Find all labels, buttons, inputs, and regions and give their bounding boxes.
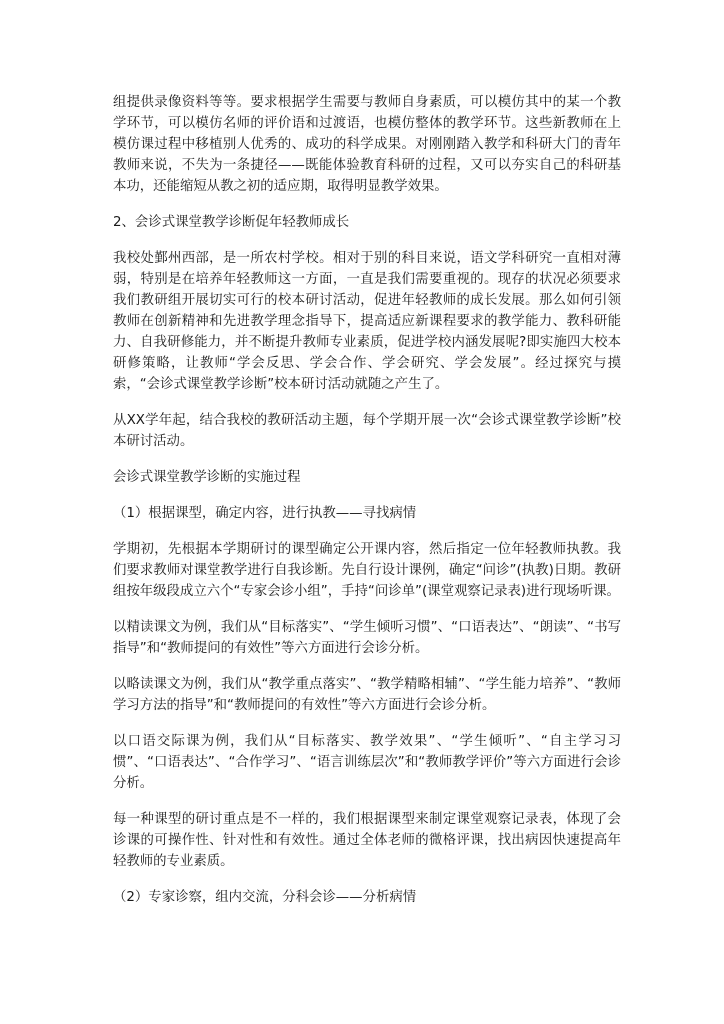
- paragraph-intro-continued: 组提供录像资料等等。要求根据学生需要与教师自身素质，可以模仿其中的某一个教学环节，可以模仿名师的评价语和过渡语，也模仿整体的教学环节。这些新教师在上模仿课过程中移植别人优秀的、成功的科学成果。对刚刚踏入教学和科研大门的青年教师来说，不失为一条捷径——既能体验教育科研的过程，又可以夯实自己的科研基本功，还能缩短从教之初的适应期，取得明显教学效果。: [113, 95, 621, 194]
- paragraph-school-background: 我校处鄞州西部，是一所农村学校。相对于别的科目来说，语文学科研究一直相对薄弱，特别是在培养年轻教师这一方面，一直是我们需要重视的。现存的状况必须要求我们教研组开展切实可行的校本研讨活动，促进年轻教师的成长发展。那么如何引领教师在创新精神和先进教学理念指导下，提高适应新课程要求的教学能力、教科研能力、自我研修能力，并不断提升教师专业素质，促进学校内涵发展呢?即实施四大校本研修策略，让教师“学会反思、学会合作、学会研究、学会发展”。经过探究与摸索，“会诊式课堂教学诊断”校本研讨活动就随之产生了。: [113, 251, 621, 392]
- step-heading-2: （2）专家诊察，组内交流，分科会诊——分析病情: [113, 890, 417, 905]
- paragraph-lesson-types: 每一种课型的研讨重点是不一样的，我们根据课型来制定课堂观察记录表，体现了会诊课的可操作性、针对性和有效性。通过全体老师的微格评课，找出病因快速提高年轻教师的专业素质。: [113, 812, 621, 869]
- section-heading-2: 2、会诊式课堂教学诊断促年轻教师成长: [113, 215, 350, 230]
- document-page: [113, 92, 621, 923]
- paragraph-step-1: 学期初，先根据本学期研讨的课型确定公开课内容，然后指定一位年轻教师执教。我们要求教师对课堂教学进行自我诊断。先自行设计课例，确定“问诊”(执教)日期。教研组按年级段成立六个“专家会诊小组”，手持“问诊单”(课堂观察记录表)进行现场听课。: [113, 542, 621, 599]
- subheading-process: 会诊式课堂教学诊断的实施过程: [113, 470, 301, 485]
- paragraph-intensive-reading: 以精读课文为例，我们从“目标落实”、“学生倾听习惯”、“口语表达”、“朗读”、“书写指导”和“教师提问的有效性”等六方面进行会诊分析。: [113, 620, 621, 656]
- paragraph-activity-start: 从XX学年起，结合我校的教研活动主题，每个学期开展一次“会诊式课堂教学诊断”校本研讨活动。: [113, 413, 621, 449]
- step-heading-1: （1）根据课型，确定内容，进行执教——寻找病情: [113, 506, 417, 521]
- paragraph-skim-reading: 以略读课文为例，我们从“教学重点落实”、“教学精略相辅”、“学生能力培养”、“教师学习方法的指导”和“教师提问的有效性”等六方面进行会诊分析。: [113, 677, 621, 713]
- paragraph-oral-communication: 以口语交际课为例，我们从“目标落实、教学效果”、“学生倾听”、“自主学习习惯”、“口语表达”、“合作学习”、“语言训练层次”和“教师教学评价”等六方面进行会诊分析。: [113, 734, 621, 791]
